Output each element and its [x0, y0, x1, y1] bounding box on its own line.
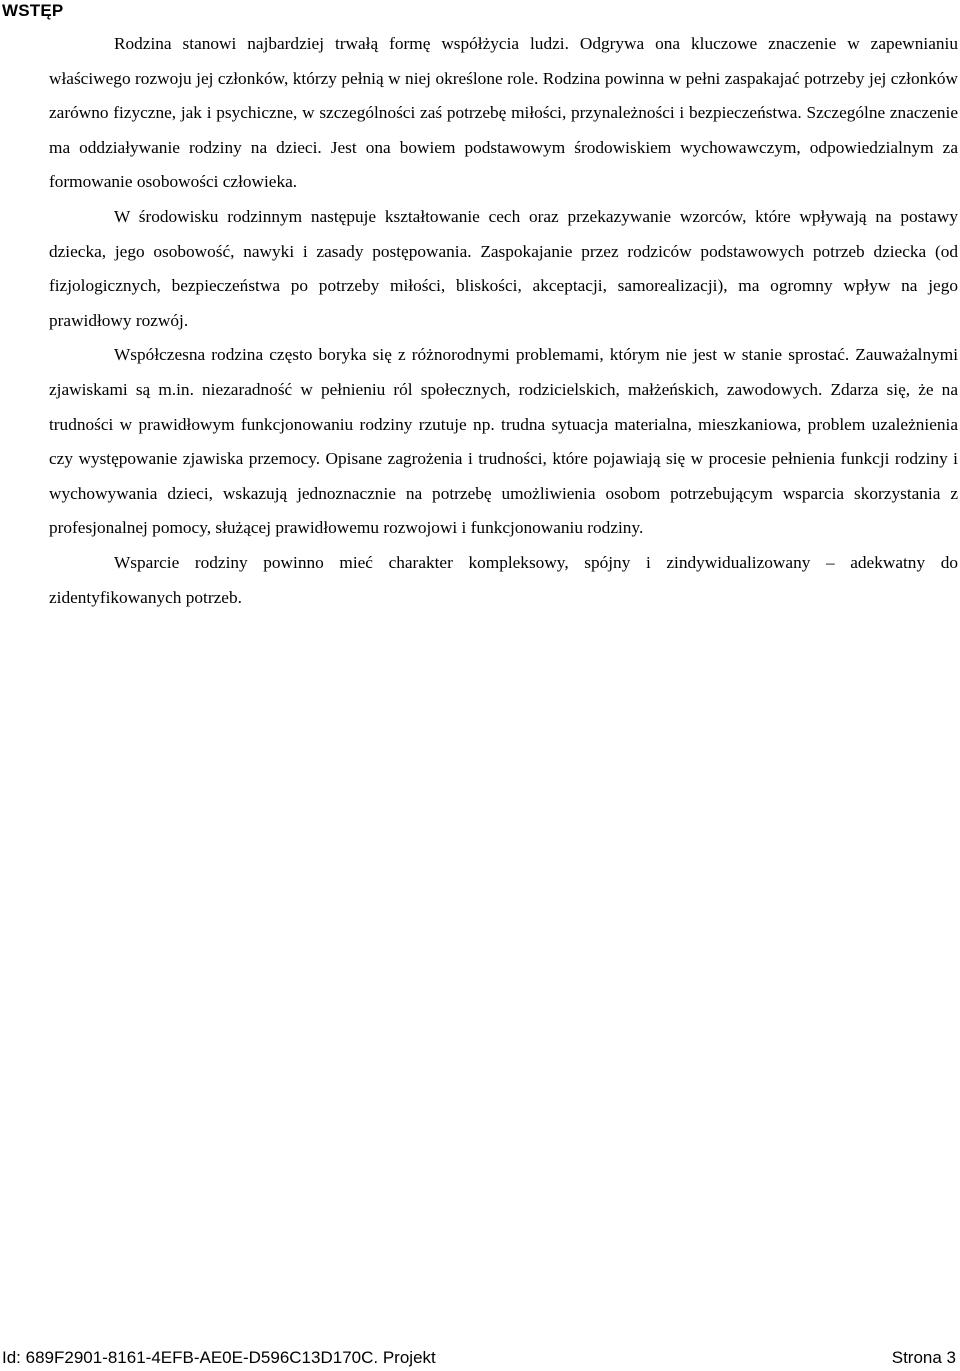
page-number: Strona 3	[891, 1348, 956, 1367]
paragraph-3: Współczesna rodzina często boryka się z różnorodnymi problemami, którym nie jest w stanie sprostać. Zauważalnymi zjawiskami są m.in. niezaradność w pełnieniu ról społecznych, rodzicielskich, małżeńskich, zawodowych. Zdarza się, że na trudności w prawidłowym funkcjonowaniu rodziny rzutuje np. trudna sytuacja materialna, mieszkaniowa, problem uzależnienia czy występowanie zjawiska przemocy. Opisane zagrożenia i trudności, które pojawiają się w procesie pełnienia funkcji rodziny i wychowywania dzieci, wskazują jednoznacznie na potrzebę umożliwienia osobom potrzebującym wsparcia skorzystania z profesjonalnej pomocy, służącej prawidłowemu rozwojowi i funkcjonowaniu rodziny.	[49, 345, 958, 538]
paragraph-2: W środowisku rodzinnym następuje kształtowanie cech oraz przekazywanie wzorców, które wpływają na postawy dziecka, jego osobowość, nawyki i zasady postępowania. Zaspokajanie przez rodziców podstawowych potrzeb dziecka (od fizjologicznych, bezpieczeństwa po potrzeby miłości, bliskości, akceptacji, samorealizacji), ma ogromny wpływ na jego prawidłowy rozwój.	[49, 206, 958, 330]
paragraph-1: Rodzina stanowi najbardziej trwałą formę współżycia ludzi. Odgrywa ona kluczowe znaczenie w zapewnianiu właściwego rozwoju jej członków, którzy pełnią w niej określone role. Rodzina powinna w pełni zaspakajać potrzeby jej członków zarówno fizyczne, jak i psychiczne, w szczególności zaś potrzebę miłości, przynależności i bezpieczeństwa. Szczególne znaczenie ma oddziaływanie rodziny na dzieci. Jest ona bowiem podstawowym środowiskiem wychowawczym, odpowiedzialnym za formowanie osobowości człowieka.	[49, 34, 958, 192]
document-body	[49, 27, 958, 615]
document-id: Id: 689F2901-8161-4EFB-AE0E-D596C13D170C. Projekt	[2, 1348, 436, 1367]
paragraph-4: Wsparcie rodziny powinno mieć charakter kompleksowy, spójny i zindywidualizowany – adekwatny do zidentyfikowanych potrzeb.	[49, 552, 958, 607]
section-heading: WSTĘP	[2, 1, 64, 20]
page-footer	[2, 1346, 956, 1370]
